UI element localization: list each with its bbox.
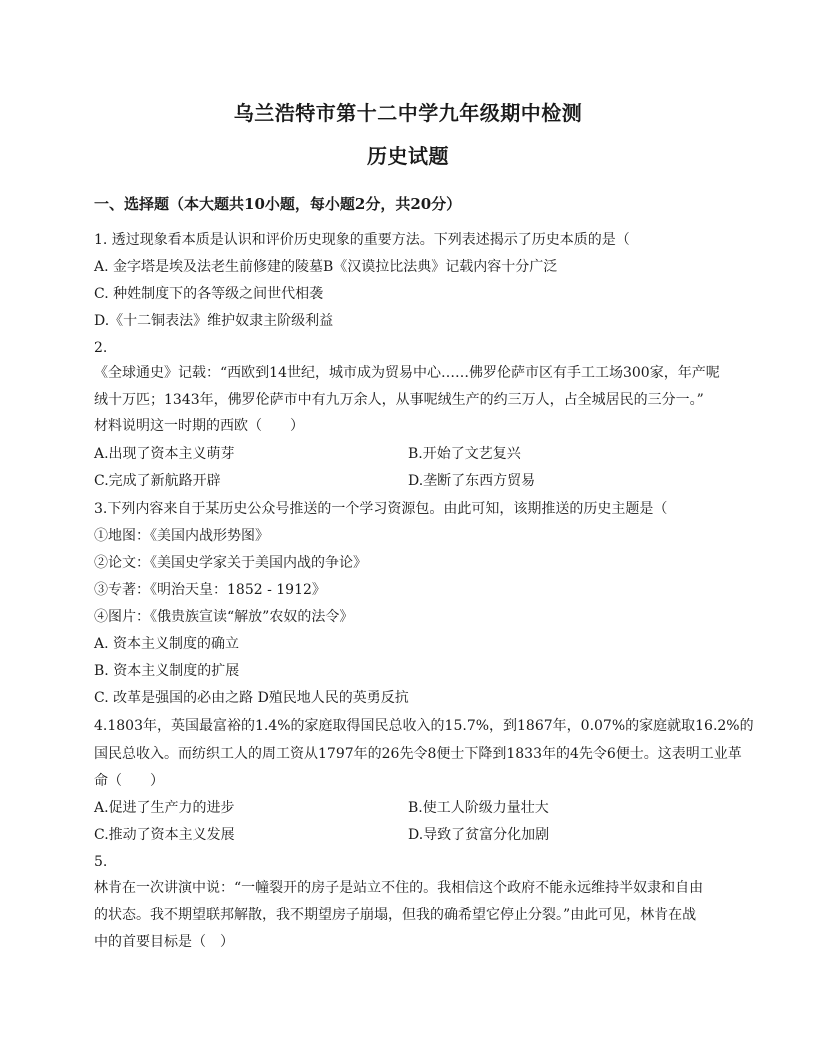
- question-5-line-2: 的状态。我不期望联邦解散，我不期望房子崩塌，但我的确希望它停止分裂。”由此可见，林肯在战: [94, 907, 697, 923]
- question-1-stem: 1. 透过现象看本质是认识和评价历史现象的重要方法。下列表述揭示了历史本质的是（: [94, 232, 630, 248]
- question-3-option-b: B. 资本主义制度的扩展: [94, 663, 240, 679]
- question-2-option-d: D.垄断了东西方贸易: [408, 473, 536, 489]
- question-5-line-1: 林肯在一次讲演中说：“一幢裂开的房子是站立不住的。我相信这个政府不能永远维持半奴隶和自由: [94, 880, 704, 896]
- question-3-option-a: A. 资本主义制度的确立: [94, 636, 240, 652]
- question-5-number: 5.: [94, 854, 108, 870]
- question-3-item-3: ③专著：《明治天皇：1852 - 1912》: [94, 582, 326, 598]
- question-2-option-a: A.出现了资本主义萌芽: [94, 446, 235, 462]
- question-2-option-c: C.完成了新航路开辟: [94, 473, 221, 489]
- question-4-option-c: C.推动了资本主义发展: [94, 827, 235, 843]
- question-3-option-cd: C. 改革是强国的必由之路 D殖民地人民的英勇反抗: [94, 690, 409, 706]
- question-3-item-2: ②论文：《美国史学家关于美国内战的争论》: [94, 555, 367, 571]
- question-5-line-3: 中的首要目标是（ ）: [94, 934, 234, 950]
- question-2-number: 2.: [94, 340, 108, 356]
- question-4-line-1: 4.1803年，英国最富裕的1.4%的家庭取得国民总收入的15.7%，到1867年，0.07%的家庭就取16.2%的: [94, 718, 754, 734]
- question-4-line-2: 国民总收入。而纺织工人的周工资从1797年的26先令8便士下降到1833年的4先令6便士。这表明工业革: [94, 746, 742, 762]
- question-4-line-3: 命（ ）: [94, 773, 164, 789]
- document-subtitle: 历史试题: [367, 144, 449, 168]
- document-title: 乌兰浩特市第十二中学九年级期中检测: [233, 101, 583, 125]
- section-heading: 一、选择题（本大题共10小题，每小题2分，共20分）: [94, 195, 462, 213]
- question-2-line-2: 绒十万匹；1343年，佛罗伦萨市中有九万余人，从事呢绒生产的约三万人，占全城居民的三分一。”: [94, 392, 704, 408]
- question-2-option-b: B.开始了文艺复兴: [408, 446, 521, 462]
- question-3-stem: 3.下列内容来自于某历史公众号推送的一个学习资源包。由此可知，该期推送的历史主题是（: [94, 501, 668, 517]
- question-2-line-3: 材料说明这一时期的西欧（ ）: [94, 418, 304, 434]
- question-4-option-d: D.导致了贫富分化加剧: [408, 827, 550, 843]
- question-1-option-d: D.《十二铜表法》维护奴隶主阶级利益: [94, 313, 334, 329]
- question-4-option-a: A.促进了生产力的进步: [94, 800, 235, 816]
- question-2-line-1: 《全球通史》记载：“西欧到14世纪，城市成为贸易中心……佛罗伦萨市区有手工工场300家，年产呢: [94, 365, 720, 381]
- question-3-item-4: ④图片：《俄贵族宣读“解放”农奴的法令》: [94, 609, 354, 625]
- question-1-option-c: C. 种姓制度下的各等级之间世代相袭: [94, 286, 324, 302]
- question-3-item-1: ①地图：《美国内战形势图》: [94, 528, 269, 544]
- question-4-option-b: B.使工人阶级力量壮大: [408, 800, 549, 816]
- question-1-option-ab: A. 金字塔是埃及法老生前修建的陵墓B《汉谟拉比法典》记载内容十分广泛: [94, 259, 558, 275]
